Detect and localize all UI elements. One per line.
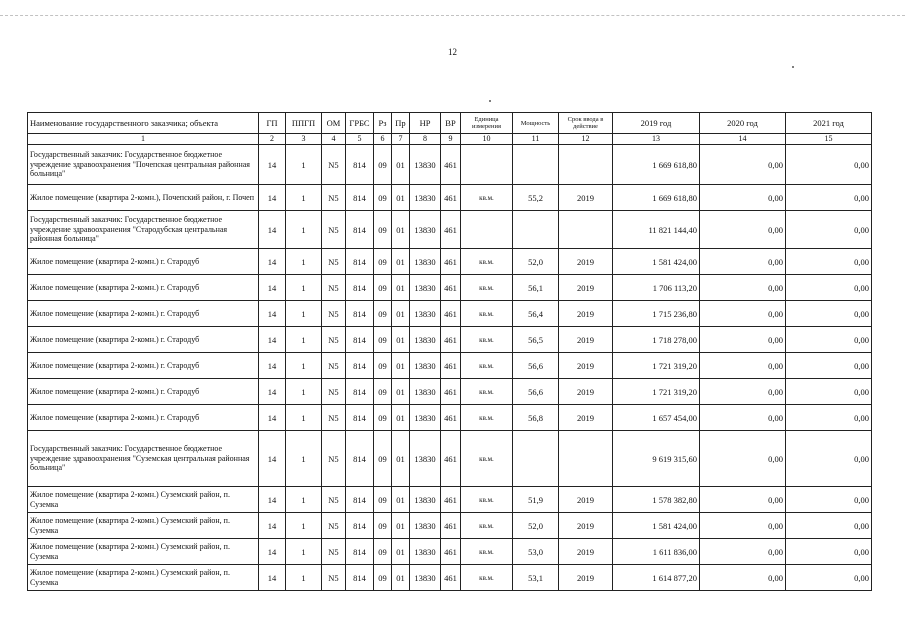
ppgp-code: 1: [286, 249, 322, 275]
amount-2019: 1 581 424,00: [613, 249, 700, 275]
capacity-value: 52,0: [513, 513, 559, 539]
header-cell: 2019 год: [613, 113, 700, 134]
pr-code: 01: [392, 327, 410, 353]
table-row: [28, 211, 872, 249]
column-number: 11: [513, 134, 559, 145]
amount-2019: 1 614 877,20: [613, 565, 700, 591]
unit-of-measure: [461, 145, 513, 185]
column-number: 14: [700, 134, 786, 145]
nr-code: 13830: [410, 379, 441, 405]
unit-of-measure: кв.м.: [461, 327, 513, 353]
object-name: Жилое помещение (квартира 2-комн.) г. Стародуб: [28, 249, 259, 275]
grbs-code: 814: [346, 513, 374, 539]
amount-2021: 0,00: [786, 249, 872, 275]
table-row: [28, 301, 872, 327]
om-code: N5: [322, 405, 346, 431]
grbs-code: 814: [346, 211, 374, 249]
grbs-code: 814: [346, 301, 374, 327]
table-row: [28, 565, 872, 591]
header-cell: Единица измерения: [461, 113, 513, 134]
amount-2021: 0,00: [786, 185, 872, 211]
object-name: Жилое помещение (квартира 2-комн.) Суземский район, п. Суземка: [28, 539, 259, 565]
header-cell: Наименование государственного заказчика; объекта: [28, 113, 259, 134]
grbs-code: 814: [346, 353, 374, 379]
nr-code: 13830: [410, 539, 441, 565]
capacity-value: 56,6: [513, 353, 559, 379]
amount-2021: 0,00: [786, 379, 872, 405]
gp-code: 14: [259, 405, 286, 431]
header-cell: ВР: [441, 113, 461, 134]
gp-code: 14: [259, 249, 286, 275]
commissioning-year: 2019: [559, 185, 613, 211]
ppgp-code: 1: [286, 431, 322, 487]
amount-2020: 0,00: [700, 249, 786, 275]
unit-of-measure: кв.м.: [461, 487, 513, 513]
commissioning-year: 2019: [559, 565, 613, 591]
gp-code: 14: [259, 211, 286, 249]
vr-code: 461: [441, 405, 461, 431]
grbs-code: 814: [346, 327, 374, 353]
amount-2019: 1 721 319,20: [613, 353, 700, 379]
grbs-code: 814: [346, 487, 374, 513]
nr-code: 13830: [410, 249, 441, 275]
vr-code: 461: [441, 145, 461, 185]
header-cell: Срок ввода в действие: [559, 113, 613, 134]
vr-code: 461: [441, 275, 461, 301]
header-cell: ППГП: [286, 113, 322, 134]
commissioning-year: 2019: [559, 513, 613, 539]
nr-code: 13830: [410, 513, 441, 539]
grbs-code: 814: [346, 431, 374, 487]
rz-code: 09: [374, 539, 392, 565]
om-code: N5: [322, 487, 346, 513]
capacity-value: [513, 431, 559, 487]
vr-code: 461: [441, 565, 461, 591]
capacity-value: 52,0: [513, 249, 559, 275]
amount-2020: 0,00: [700, 301, 786, 327]
commissioning-year: 2019: [559, 487, 613, 513]
capacity-value: [513, 145, 559, 185]
grbs-code: 814: [346, 249, 374, 275]
page-number: 12: [448, 47, 457, 57]
amount-2021: 0,00: [786, 301, 872, 327]
vr-code: 461: [441, 327, 461, 353]
pr-code: 01: [392, 513, 410, 539]
ppgp-code: 1: [286, 405, 322, 431]
pr-code: 01: [392, 405, 410, 431]
capacity-value: 56,1: [513, 275, 559, 301]
amount-2020: 0,00: [700, 185, 786, 211]
commissioning-year: 2019: [559, 379, 613, 405]
unit-of-measure: кв.м.: [461, 405, 513, 431]
header-cell: 2020 год: [700, 113, 786, 134]
amount-2020: 0,00: [700, 379, 786, 405]
om-code: N5: [322, 211, 346, 249]
column-number: 2: [259, 134, 286, 145]
om-code: N5: [322, 431, 346, 487]
capacity-value: 56,6: [513, 379, 559, 405]
table-row: [28, 275, 872, 301]
vr-code: 461: [441, 353, 461, 379]
ppgp-code: 1: [286, 185, 322, 211]
header-cell: ГП: [259, 113, 286, 134]
gp-code: 14: [259, 513, 286, 539]
table-row: [28, 539, 872, 565]
amount-2021: 0,00: [786, 431, 872, 487]
grbs-code: 814: [346, 379, 374, 405]
capacity-value: 53,0: [513, 539, 559, 565]
om-code: N5: [322, 145, 346, 185]
ppgp-code: 1: [286, 353, 322, 379]
column-number: 13: [613, 134, 700, 145]
vr-code: 461: [441, 431, 461, 487]
amount-2020: 0,00: [700, 353, 786, 379]
grbs-code: 814: [346, 145, 374, 185]
nr-code: 13830: [410, 487, 441, 513]
amount-2019: 1 611 836,00: [613, 539, 700, 565]
nr-code: 13830: [410, 211, 441, 249]
amount-2021: 0,00: [786, 405, 872, 431]
amount-2020: 0,00: [700, 405, 786, 431]
header-cell: Пр: [392, 113, 410, 134]
amount-2019: 1 578 382,80: [613, 487, 700, 513]
amount-2020: 0,00: [700, 431, 786, 487]
capacity-value: [513, 211, 559, 249]
column-number: 9: [441, 134, 461, 145]
table-row: [28, 327, 872, 353]
vr-code: 461: [441, 379, 461, 405]
object-name: Жилое помещение (квартира 2-комн.) г. Стародуб: [28, 353, 259, 379]
rz-code: 09: [374, 275, 392, 301]
amount-2021: 0,00: [786, 487, 872, 513]
vr-code: 461: [441, 539, 461, 565]
rz-code: 09: [374, 405, 392, 431]
om-code: N5: [322, 379, 346, 405]
nr-code: 13830: [410, 185, 441, 211]
column-number: 6: [374, 134, 392, 145]
amount-2019: 1 715 236,80: [613, 301, 700, 327]
header-cell: НР: [410, 113, 441, 134]
object-name: Жилое помещение (квартира 2-комн.) Суземский район, п. Суземка: [28, 487, 259, 513]
commissioning-year: 2019: [559, 275, 613, 301]
nr-code: 13830: [410, 275, 441, 301]
unit-of-measure: кв.м.: [461, 249, 513, 275]
column-number: 10: [461, 134, 513, 145]
object-name: Жилое помещение (квартира 2-комн.) г. Стародуб: [28, 275, 259, 301]
unit-of-measure: кв.м.: [461, 275, 513, 301]
gp-code: 14: [259, 431, 286, 487]
capacity-value: 56,5: [513, 327, 559, 353]
pr-code: 01: [392, 249, 410, 275]
pr-code: 01: [392, 353, 410, 379]
table-row: [28, 379, 872, 405]
header-cell: 2021 год: [786, 113, 872, 134]
ppgp-code: 1: [286, 301, 322, 327]
amount-2019: 1 721 319,20: [613, 379, 700, 405]
unit-of-measure: [461, 211, 513, 249]
om-code: N5: [322, 565, 346, 591]
amount-2019: 1 669 618,80: [613, 145, 700, 185]
rz-code: 09: [374, 487, 392, 513]
nr-code: 13830: [410, 145, 441, 185]
pr-code: 01: [392, 211, 410, 249]
gp-code: 14: [259, 327, 286, 353]
commissioning-year: 2019: [559, 249, 613, 275]
table-row: [28, 405, 872, 431]
amount-2020: 0,00: [700, 539, 786, 565]
object-name: Жилое помещение (квартира 2-комн.) г. Стародуб: [28, 327, 259, 353]
rz-code: 09: [374, 211, 392, 249]
unit-of-measure: кв.м.: [461, 565, 513, 591]
object-name: Государственный заказчик: Государственное бюджетное учреждение здравоохранения "Почепская центральная районная больница": [28, 145, 259, 185]
capacity-value: 51,9: [513, 487, 559, 513]
capacity-value: 53,1: [513, 565, 559, 591]
column-number: 7: [392, 134, 410, 145]
table-row: [28, 145, 872, 185]
om-code: N5: [322, 249, 346, 275]
rz-code: 09: [374, 249, 392, 275]
commissioning-year: [559, 431, 613, 487]
ppgp-code: 1: [286, 565, 322, 591]
column-number: 1: [28, 134, 259, 145]
gp-code: 14: [259, 275, 286, 301]
amount-2021: 0,00: [786, 353, 872, 379]
column-number: 4: [322, 134, 346, 145]
vr-code: 461: [441, 185, 461, 211]
amount-2021: 0,00: [786, 565, 872, 591]
vr-code: 461: [441, 211, 461, 249]
capacity-value: 56,4: [513, 301, 559, 327]
amount-2021: 0,00: [786, 513, 872, 539]
amount-2019: 11 821 144,40: [613, 211, 700, 249]
ppgp-code: 1: [286, 211, 322, 249]
object-name: Жилое помещение (квартира 2-комн.), Почепский район, г. Почеп: [28, 185, 259, 211]
rz-code: 09: [374, 431, 392, 487]
column-number: 15: [786, 134, 872, 145]
ppgp-code: 1: [286, 145, 322, 185]
vr-code: 461: [441, 249, 461, 275]
nr-code: 13830: [410, 301, 441, 327]
om-code: N5: [322, 353, 346, 379]
investment-table: [27, 112, 872, 591]
nr-code: 13830: [410, 405, 441, 431]
rz-code: 09: [374, 353, 392, 379]
rz-code: 09: [374, 327, 392, 353]
gp-code: 14: [259, 565, 286, 591]
commissioning-year: 2019: [559, 353, 613, 379]
grbs-code: 814: [346, 565, 374, 591]
capacity-value: 56,8: [513, 405, 559, 431]
amount-2021: 0,00: [786, 539, 872, 565]
amount-2021: 0,00: [786, 327, 872, 353]
pr-code: 01: [392, 185, 410, 211]
gp-code: 14: [259, 353, 286, 379]
column-number-row: [28, 134, 872, 145]
ppgp-code: 1: [286, 539, 322, 565]
gp-code: 14: [259, 185, 286, 211]
pr-code: 01: [392, 301, 410, 327]
unit-of-measure: кв.м.: [461, 431, 513, 487]
object-name: Государственный заказчик: Государственное бюджетное учреждение здравоохранения "Суземская центральная районная больница": [28, 431, 259, 487]
nr-code: 13830: [410, 431, 441, 487]
commissioning-year: [559, 145, 613, 185]
commissioning-year: [559, 211, 613, 249]
gp-code: 14: [259, 301, 286, 327]
capacity-value: 55,2: [513, 185, 559, 211]
gp-code: 14: [259, 539, 286, 565]
om-code: N5: [322, 327, 346, 353]
table-row: [28, 249, 872, 275]
scan-artifact-line: [0, 15, 905, 16]
amount-2020: 0,00: [700, 145, 786, 185]
om-code: N5: [322, 185, 346, 211]
amount-2019: 1 669 618,80: [613, 185, 700, 211]
unit-of-measure: кв.м.: [461, 513, 513, 539]
amount-2021: 0,00: [786, 145, 872, 185]
gp-code: 14: [259, 487, 286, 513]
om-code: N5: [322, 301, 346, 327]
rz-code: 09: [374, 185, 392, 211]
nr-code: 13830: [410, 353, 441, 379]
table-row: [28, 513, 872, 539]
pr-code: 01: [392, 431, 410, 487]
pr-code: 01: [392, 539, 410, 565]
commissioning-year: 2019: [559, 327, 613, 353]
om-code: N5: [322, 539, 346, 565]
table-row: [28, 353, 872, 379]
object-name: Жилое помещение (квартира 2-комн.) г. Стародуб: [28, 301, 259, 327]
ppgp-code: 1: [286, 379, 322, 405]
unit-of-measure: кв.м.: [461, 379, 513, 405]
rz-code: 09: [374, 565, 392, 591]
scan-speck: [792, 66, 794, 68]
grbs-code: 814: [346, 275, 374, 301]
amount-2020: 0,00: [700, 211, 786, 249]
commissioning-year: 2019: [559, 539, 613, 565]
table-row: [28, 431, 872, 487]
grbs-code: 814: [346, 539, 374, 565]
grbs-code: 814: [346, 185, 374, 211]
header-cell: ГРБС: [346, 113, 374, 134]
column-number: 3: [286, 134, 322, 145]
rz-code: 09: [374, 301, 392, 327]
table-row: [28, 185, 872, 211]
pr-code: 01: [392, 565, 410, 591]
amount-2020: 0,00: [700, 487, 786, 513]
ppgp-code: 1: [286, 513, 322, 539]
amount-2021: 0,00: [786, 275, 872, 301]
nr-code: 13830: [410, 565, 441, 591]
gp-code: 14: [259, 145, 286, 185]
om-code: N5: [322, 513, 346, 539]
pr-code: 01: [392, 379, 410, 405]
pr-code: 01: [392, 145, 410, 185]
amount-2019: 1 657 454,00: [613, 405, 700, 431]
object-name: Жилое помещение (квартира 2-комн.) Суземский район, п. Суземка: [28, 565, 259, 591]
ppgp-code: 1: [286, 487, 322, 513]
amount-2019: 9 619 315,60: [613, 431, 700, 487]
ppgp-code: 1: [286, 327, 322, 353]
column-number: 5: [346, 134, 374, 145]
header-row: [28, 113, 872, 134]
rz-code: 09: [374, 513, 392, 539]
gp-code: 14: [259, 379, 286, 405]
object-name: Жилое помещение (квартира 2-комн.) г. Стародуб: [28, 405, 259, 431]
amount-2021: 0,00: [786, 211, 872, 249]
amount-2019: 1 581 424,00: [613, 513, 700, 539]
unit-of-measure: кв.м.: [461, 301, 513, 327]
ppgp-code: 1: [286, 275, 322, 301]
table-row: [28, 487, 872, 513]
object-name: Жилое помещение (квартира 2-комн.) Суземский район, п. Суземка: [28, 513, 259, 539]
unit-of-measure: кв.м.: [461, 185, 513, 211]
unit-of-measure: кв.м.: [461, 539, 513, 565]
scan-speck: [489, 100, 491, 102]
vr-code: 461: [441, 513, 461, 539]
vr-code: 461: [441, 301, 461, 327]
amount-2019: 1 718 278,00: [613, 327, 700, 353]
unit-of-measure: кв.м.: [461, 353, 513, 379]
amount-2020: 0,00: [700, 327, 786, 353]
column-number: 8: [410, 134, 441, 145]
amount-2020: 0,00: [700, 275, 786, 301]
commissioning-year: 2019: [559, 405, 613, 431]
amount-2019: 1 706 113,20: [613, 275, 700, 301]
amount-2020: 0,00: [700, 513, 786, 539]
rz-code: 09: [374, 379, 392, 405]
header-cell: Мощность: [513, 113, 559, 134]
object-name: Жилое помещение (квартира 2-комн.) г. Стародуб: [28, 379, 259, 405]
om-code: N5: [322, 275, 346, 301]
header-cell: Рз: [374, 113, 392, 134]
amount-2020: 0,00: [700, 565, 786, 591]
vr-code: 461: [441, 487, 461, 513]
pr-code: 01: [392, 487, 410, 513]
header-cell: ОМ: [322, 113, 346, 134]
commissioning-year: 2019: [559, 301, 613, 327]
nr-code: 13830: [410, 327, 441, 353]
rz-code: 09: [374, 145, 392, 185]
column-number: 12: [559, 134, 613, 145]
pr-code: 01: [392, 275, 410, 301]
grbs-code: 814: [346, 405, 374, 431]
object-name: Государственный заказчик: Государственное бюджетное учреждение здравоохранения "Стародубская центральная районная больница": [28, 211, 259, 249]
